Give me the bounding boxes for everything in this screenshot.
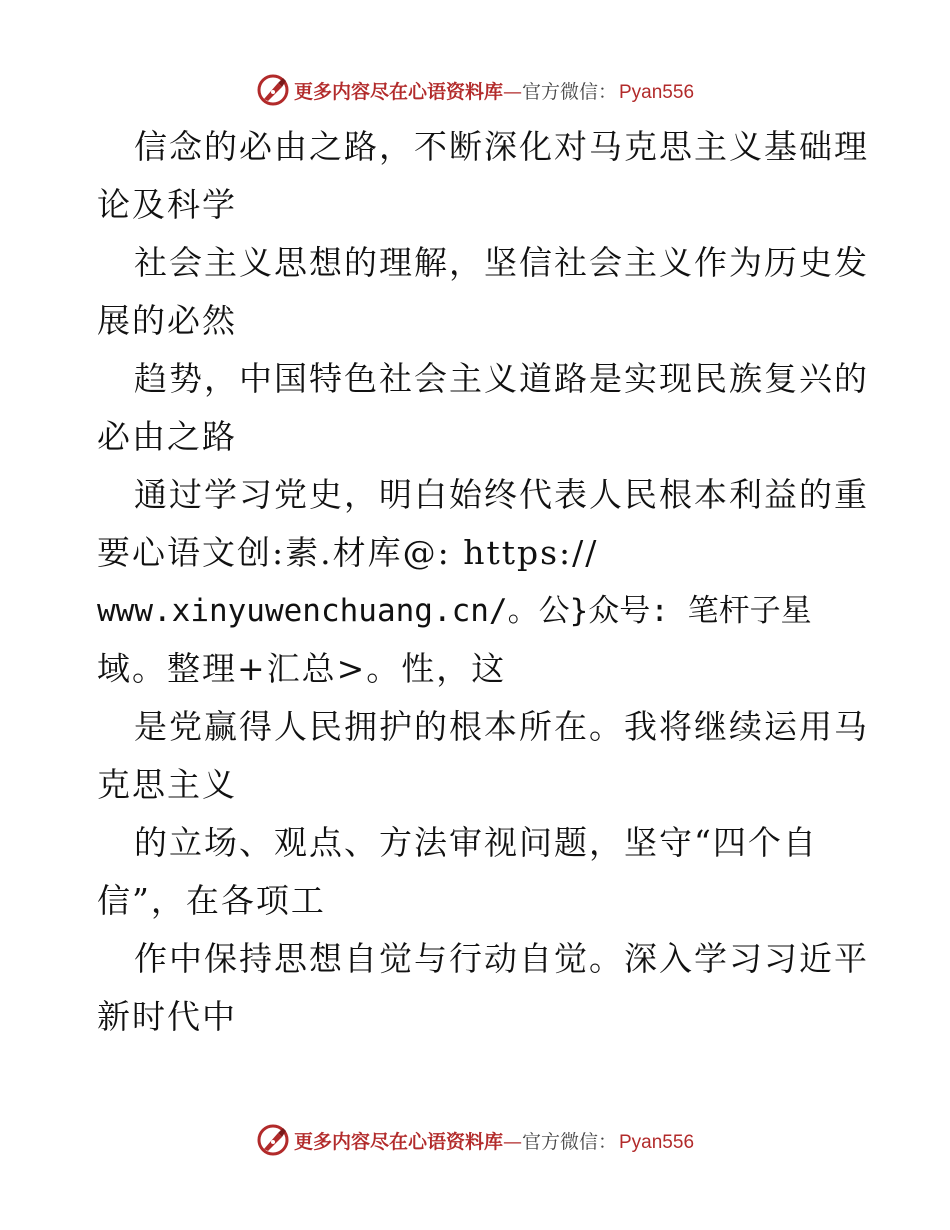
banner-official-label: 官方微信： [521, 80, 617, 103]
text-line: 通过学习党史，明白始终代表人民根本利益的重 [134, 475, 869, 514]
text-line: 信”，在各项工 [97, 881, 326, 920]
text-line: 趋势，中国特色社会主义道路是实现民族复兴的 [134, 359, 869, 398]
header-watermark-banner [0, 70, 950, 110]
banner-dash: — [502, 1130, 522, 1153]
text-line-url: www.xinyuwenchuang.cn/。公}众号: 笔杆子星 [97, 593, 812, 629]
text-line: 新时代中 [97, 997, 237, 1036]
text-line: 是党赢得人民拥护的根本所在。我将继续运用马 [134, 707, 869, 746]
banner-wechat-id: Pyan556 [619, 1131, 695, 1153]
banner-wechat-id: Pyan556 [619, 81, 695, 103]
text-line: 必由之路 [97, 417, 237, 456]
text-line: 域。整理+汇总>。性，这 [97, 649, 507, 688]
text-line: 要心语文创:素.材库@: https:// [97, 533, 599, 572]
pen-nib-logo-icon [256, 73, 290, 107]
footer-watermark-banner [0, 1120, 950, 1160]
text-line: 的立场、观点、方法审视问题，坚守“四个自 [134, 823, 818, 862]
text-line: 作中保持思想自觉与行动自觉。深入学习习近平 [134, 939, 869, 978]
banner-dash: — [502, 80, 522, 103]
text-line: 展的必然 [97, 301, 237, 340]
pen-nib-logo-icon [256, 1123, 290, 1157]
text-line: 克思主义 [97, 765, 237, 804]
text-line: 论及科学 [97, 185, 237, 224]
text-line: 信念的必由之路，不断深化对马克思主义基础理 [134, 127, 869, 166]
text-line: 社会主义思想的理解，坚信社会主义作为历史发 [134, 243, 869, 282]
banner-official-label: 官方微信： [521, 1130, 617, 1153]
document-body [97, 118, 869, 1046]
banner-brand: 更多内容尽在心语资料库 [293, 1130, 503, 1153]
banner-brand: 更多内容尽在心语资料库 [293, 80, 503, 103]
